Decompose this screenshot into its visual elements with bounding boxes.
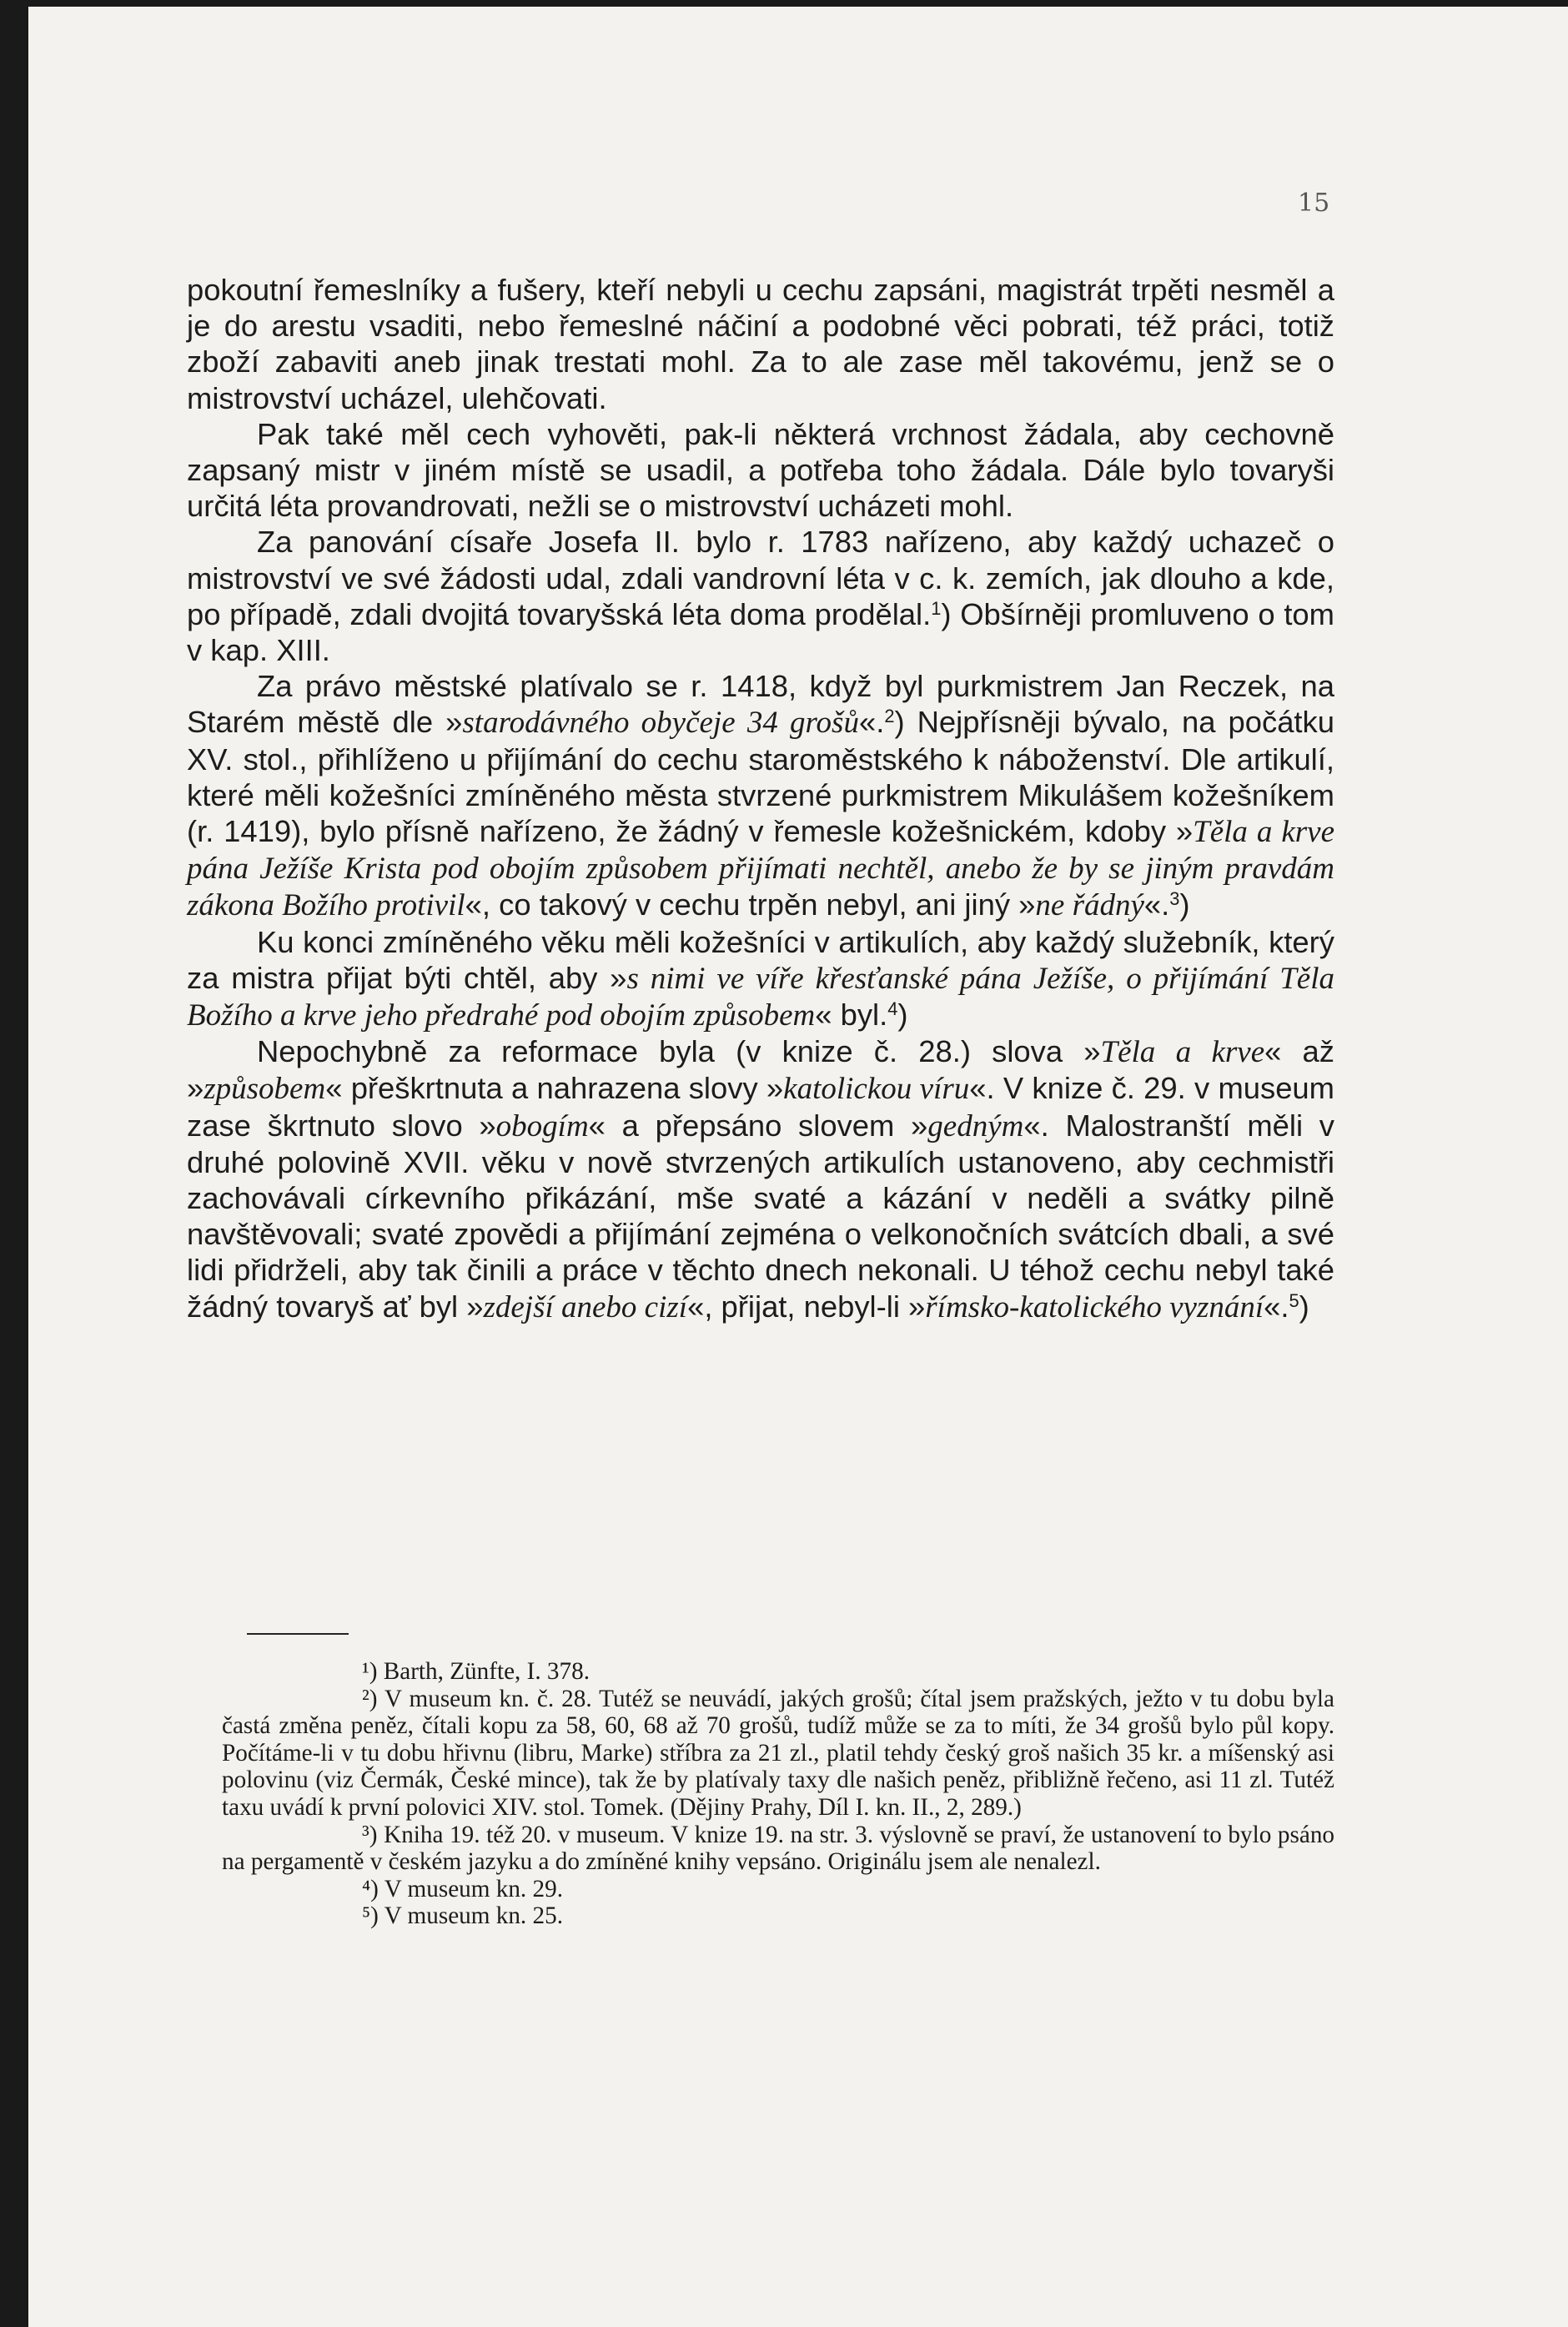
text-span: «. Malostranští měli v druhé polovině XVII. věku v nově stvrzených artikulích ustanoveno, aby cechmistři zachovávali církevního přikázání, mše svaté a kázání v neděli a svátky pilně navštěvovali; svaté zpovědi a přijímání zejména o velkonočních svátcích dbali, a své lidi přidrželi, aby tak činili a práce v těchto dnech nekonali. U téhož cechu nebyl také žádný tovaryš ať byl » bbox=[187, 1108, 1334, 1324]
book-page bbox=[28, 7, 1568, 2327]
text-span: ) bbox=[1299, 1289, 1309, 1324]
footnote-1 bbox=[222, 1658, 1334, 1686]
italic-quote: Těla a krve pána Ježíše Krista pod obojím způsobem přijímati nechtěl, anebo že by se jiným pravdám zákona Božího protivil bbox=[187, 815, 1334, 923]
footnote-mark: ¹) bbox=[362, 1658, 378, 1685]
footnote-mark: ⁴) bbox=[362, 1875, 379, 1902]
text-span: Za právo městské platívalo se r. 1418, když byl purkmistrem Jan Reczek, na Starém městě dle » bbox=[187, 669, 1334, 740]
text-span: «. bbox=[858, 705, 885, 740]
paragraph-1: pokoutní řemeslníky a fušery, kteří nebyli u cechu zapsáni, magistrát trpěti nesměl a je do arestu vsaditi, nebo řemeslné náčiní a podobné věci pobrati, též práci, totiž zboží zabaviti aneb jinak trestati mohl. Za to ale zase měl takovému, jenž se o mistrovství ucházel, ulehčovati. bbox=[187, 273, 1334, 415]
paragraph-4 bbox=[187, 668, 1334, 923]
text-span: ) Obšírněji promluveno o tom v kap. XIII. bbox=[187, 596, 1334, 668]
footnote-mark: ³) bbox=[362, 1821, 378, 1848]
footnote-ref: 2 bbox=[884, 706, 895, 727]
text-span: Za panování císaře Josefa II. bylo r. 1783 nařízeno, aby každý uchazeč o mistrovství ve své žádosti udal, zdali vandrovní léta v c. k. zemích, jak dlouho a kde, po případě, zdali dvojitá tovaryšská léta doma prodělal. bbox=[187, 525, 1334, 631]
text-span: ) Nejpřísněji bývalo, na počátku XV. stol., přihlíženo u přijímání do cechu staroměstského k náboženství. Dle artikulí, které měli kožešníci zmíněného města stvrzené purkmistrem Mikulášem kožešníkem (r. 1419), bylo přísně nařízeno, že žádný v řemesle kožešnickém, kdoby » bbox=[187, 705, 1334, 849]
italic-quote: katolickou víru bbox=[783, 1072, 970, 1107]
italic-quote: obogím bbox=[495, 1108, 589, 1143]
footnote-3 bbox=[222, 1822, 1334, 1876]
text-span: Nepochybně za reformace byla (v knize č. 28.) slova » bbox=[257, 1034, 1101, 1069]
text-span: « byl. bbox=[815, 998, 888, 1033]
footnote-divider bbox=[247, 1633, 349, 1635]
footnote-ref: 5 bbox=[1289, 1289, 1299, 1311]
italic-quote: s nimi ve víře křesťanské pána Ježíše, o přijímání Těla Božího a krve jeho předrahé pod obojím způsobem bbox=[187, 961, 1334, 1033]
italic-quote: ne řádný bbox=[1035, 888, 1144, 923]
text-span: « až » bbox=[187, 1034, 1334, 1106]
italic-quote: gedným bbox=[927, 1108, 1024, 1143]
paragraph-5 bbox=[187, 924, 1334, 1034]
footnote-text: Kniha 19. též 20. v museum. V knize 19. na str. 3. výslovně se praví, že ustanovení to bylo psáno na pergamentě v českém jazyku a do zmíněné knihy vepsáno. Originálu jsem ale nenalezl. bbox=[222, 1821, 1335, 1876]
footnote-text: V museum kn. 29. bbox=[384, 1875, 564, 1902]
text-span: «. bbox=[1264, 1289, 1289, 1324]
footnote-text: Barth, Zünfte, I. 378. bbox=[383, 1658, 591, 1685]
text-span: «, co takový v cechu trpěn nebyl, ani jiný » bbox=[465, 887, 1036, 922]
footnote-text: V museum kn. 25. bbox=[384, 1902, 564, 1930]
text-span: ) bbox=[897, 998, 908, 1033]
footnote-ref: 4 bbox=[887, 998, 898, 1020]
text-span: « a přepsáno slovem » bbox=[588, 1108, 928, 1143]
footnote-2 bbox=[222, 1686, 1334, 1822]
paragraph-2: Pak také měl cech vyhověti, pak-li některá vrchnost žádala, aby cechovně zapsaný mistr v jiném místě se usadil, a potřeba toho žádala. Dále bylo tovaryši určitá léta provandrovati, nežli se o mistrovství ucházeti mohl. bbox=[187, 416, 1334, 524]
text-span: «. bbox=[1143, 887, 1170, 922]
text-span: ) bbox=[1179, 887, 1190, 922]
body-text bbox=[187, 272, 1334, 1325]
italic-quote: starodávného obyčeje 34 grošů bbox=[462, 706, 859, 741]
text-span: «, přijat, nebyl-li » bbox=[687, 1289, 926, 1324]
footnote-ref: 1 bbox=[931, 597, 942, 619]
page-number: 15 bbox=[1298, 188, 1330, 218]
footnote-mark: ²) bbox=[362, 1685, 378, 1712]
italic-quote: způsobem bbox=[204, 1072, 326, 1107]
footnote-text: V museum kn. č. 28. Tutéž se neuvádí, jakých grošů; čítal jsem pražských, ježto v tu dobu byla častá změna peněz, čítali kopu za 58, 60, 68 až 70 grošů, tudíž může se za to míti, že 34 grošů bylo půl kopy. Počítáme-li v tu dobu hřivnu (libru, Marke) stříbra za 21 zl., platil tehdy český groš našich 35 kr. a míšenský asi polovinu (viz Čermák, České mince), tak že by platívaly taxy dle našich peněz, přibližně řečeno, asi 11 zl. Tutéž taxu uvádí k první polovici XIV. stol. Tomek. (Dějiny Prahy, Díl I. kn. II., 2, 289.) bbox=[222, 1685, 1334, 1821]
footnote-4 bbox=[222, 1876, 1334, 1903]
italic-quote: zdejší anebo cizí bbox=[483, 1289, 688, 1324]
paragraph-3 bbox=[187, 524, 1334, 668]
italic-quote: římsko-katolického vyznání bbox=[925, 1289, 1264, 1324]
footnote-5 bbox=[222, 1902, 1334, 1930]
footnotes bbox=[222, 1658, 1334, 1930]
text-span: Ku konci zmíněného věku měli kožešníci v artikulích, aby každý služebník, který za mistra přijat býti chtěl, aby » bbox=[187, 924, 1334, 995]
footnote-ref: 3 bbox=[1169, 888, 1180, 910]
footnote-mark: ⁵) bbox=[362, 1902, 379, 1930]
italic-quote: Těla a krve bbox=[1100, 1035, 1265, 1070]
paragraph-6 bbox=[187, 1033, 1334, 1325]
text-span: «. V knize č. 29. v museum zase škrtnuto slovo » bbox=[187, 1071, 1334, 1143]
text-span: « přeškrtnuta a nahrazena slovy » bbox=[325, 1071, 784, 1106]
